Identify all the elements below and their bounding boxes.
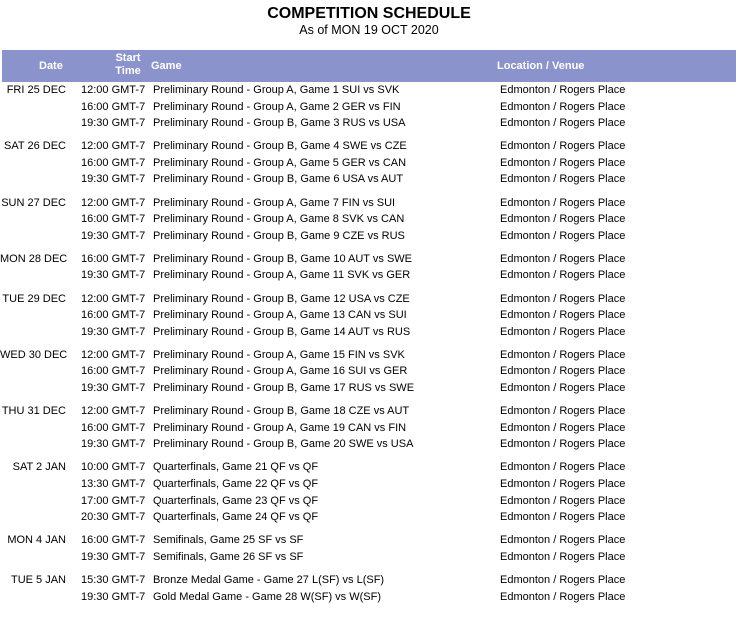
- table-row: [0, 82, 738, 99]
- game-name: Preliminary Round - Group B, Game 3 RUS vs USA: [153, 117, 406, 130]
- start-time: 20:30 GMT-7: [81, 511, 146, 524]
- table-row: [0, 291, 738, 308]
- game-name: Preliminary Round - Group A, Game 13 CAN vs SUI: [153, 309, 407, 322]
- day-date: SAT 2 JAN: [12, 461, 66, 474]
- start-time: 12:00 GMT-7: [81, 292, 146, 305]
- day-group: [0, 572, 738, 612]
- location-venue: Edmonton / Rogers Place: [500, 140, 626, 153]
- table-row: [0, 436, 738, 453]
- table-row: [0, 532, 738, 549]
- game-name: Preliminary Round - Group A, Game 11 SVK vs GER: [153, 269, 411, 282]
- day-date: MON 4 JAN: [7, 534, 66, 547]
- location-venue: Edmonton / Rogers Place: [500, 173, 626, 186]
- game-name: Preliminary Round - Group B, Game 4 SWE vs CZE: [153, 140, 407, 153]
- location-venue: Edmonton / Rogers Place: [500, 156, 626, 169]
- table-row: [0, 363, 738, 380]
- day-group: [0, 403, 738, 459]
- start-time: 15:30 GMT-7: [81, 573, 146, 586]
- start-time: 19:30 GMT-7: [81, 550, 146, 563]
- game-name: Preliminary Round - Group B, Game 18 CZE vs AUT: [153, 405, 410, 418]
- game-name: Preliminary Round - Group A, Game 1 SUI vs SVK: [153, 84, 400, 96]
- table-header: [2, 50, 736, 82]
- column-header-location: Location / Venue: [497, 60, 585, 72]
- day-date: SAT 26 DEC: [4, 140, 66, 153]
- location-venue: Edmonton / Rogers Place: [500, 269, 626, 282]
- location-venue: Edmonton / Rogers Place: [500, 292, 626, 305]
- game-name: Quarterfinals, Game 23 QF vs QF: [153, 494, 319, 507]
- table-row: [0, 476, 738, 493]
- table-row: [0, 211, 738, 228]
- day-group: [0, 291, 738, 347]
- page-subtitle: As of MON 19 OCT 2020: [299, 23, 439, 37]
- table-row: [0, 549, 738, 566]
- location-venue: Edmonton / Rogers Place: [500, 511, 626, 524]
- day-date: MON 28 DEC: [0, 252, 68, 265]
- location-venue: Edmonton / Rogers Place: [500, 365, 626, 378]
- game-name: Preliminary Round - Group B, Game 14 AUT vs RUS: [153, 325, 411, 338]
- game-name: Preliminary Round - Group B, Game 9 CZE vs RUS: [153, 229, 405, 242]
- location-venue: Edmonton / Rogers Place: [500, 382, 626, 394]
- game-name: Preliminary Round - Group B, Game 17 RUS vs SWE: [153, 382, 415, 394]
- start-time: 16:00 GMT-7: [81, 309, 146, 322]
- game-name: Preliminary Round - Group B, Game 10 AUT vs SWE: [153, 252, 412, 265]
- start-time: 12:00 GMT-7: [81, 196, 146, 209]
- table-row: [0, 403, 738, 420]
- table-row: [0, 509, 738, 526]
- location-venue: Edmonton / Rogers Place: [500, 117, 626, 130]
- game-name: Preliminary Round - Group A, Game 8 SVK vs CAN: [153, 213, 405, 226]
- table-row: [0, 324, 738, 341]
- table-row: [0, 251, 738, 268]
- start-time: 12:00 GMT-7: [81, 84, 146, 96]
- game-name: Preliminary Round - Group B, Game 20 SWE vs USA: [153, 438, 414, 451]
- start-time: 19:30 GMT-7: [81, 325, 146, 338]
- start-time: 12:00 GMT-7: [81, 140, 146, 153]
- day-group: [0, 347, 738, 403]
- start-time: 10:00 GMT-7: [81, 461, 146, 474]
- column-header-start-time: Start Time: [115, 52, 141, 77]
- location-venue: Edmonton / Rogers Place: [500, 100, 626, 113]
- table-row: [0, 380, 738, 397]
- game-name: Quarterfinals, Game 24 QF vs QF: [153, 511, 319, 524]
- game-name: Quarterfinals, Game 22 QF vs QF: [153, 477, 319, 490]
- game-name: Preliminary Round - Group A, Game 15 FIN vs SVK: [153, 348, 405, 361]
- start-time: 19:30 GMT-7: [81, 117, 146, 130]
- day-date: TUE 29 DEC: [2, 292, 66, 305]
- location-venue: Edmonton / Rogers Place: [500, 438, 626, 451]
- location-venue: Edmonton / Rogers Place: [500, 229, 626, 242]
- location-venue: Edmonton / Rogers Place: [500, 550, 626, 563]
- day-group: [0, 251, 738, 291]
- location-venue: Edmonton / Rogers Place: [500, 405, 626, 418]
- location-venue: Edmonton / Rogers Place: [500, 590, 626, 603]
- start-time: 16:00 GMT-7: [81, 156, 146, 169]
- start-time: 16:00 GMT-7: [81, 534, 146, 547]
- table-row: [0, 267, 738, 284]
- location-venue: Edmonton / Rogers Place: [500, 252, 626, 265]
- location-venue: Edmonton / Rogers Place: [500, 84, 626, 96]
- game-name: Preliminary Round - Group A, Game 5 GER vs CAN: [153, 156, 407, 169]
- game-name: Preliminary Round - Group A, Game 16 SUI vs GER: [153, 365, 408, 378]
- table-row: [0, 459, 738, 476]
- game-name: Gold Medal Game - Game 28 W(SF) vs W(SF): [153, 590, 381, 603]
- location-venue: Edmonton / Rogers Place: [500, 348, 626, 361]
- start-time: 16:00 GMT-7: [81, 421, 146, 434]
- game-name: Preliminary Round - Group B, Game 6 USA vs AUT: [153, 173, 404, 186]
- day-date: SUN 27 DEC: [1, 196, 66, 209]
- start-time: 19:30 GMT-7: [81, 590, 146, 603]
- day-group: [0, 532, 738, 572]
- game-name: Bronze Medal Game - Game 27 L(SF) vs L(SF): [153, 573, 385, 586]
- table-row: [0, 572, 738, 589]
- day-date: FRI 25 DEC: [6, 84, 66, 96]
- page-title: COMPETITION SCHEDULE: [267, 5, 471, 22]
- game-name: Preliminary Round - Group A, Game 2 GER vs FIN: [153, 100, 401, 113]
- start-time: 19:30 GMT-7: [81, 173, 146, 186]
- column-header-game: Game: [151, 60, 182, 72]
- day-group: [0, 459, 738, 532]
- day-group: [0, 195, 738, 251]
- table-row: [0, 115, 738, 132]
- location-venue: Edmonton / Rogers Place: [500, 213, 626, 226]
- table-row: [0, 138, 738, 155]
- table-row: [0, 195, 738, 212]
- start-time: 16:00 GMT-7: [81, 213, 146, 226]
- start-time: 12:00 GMT-7: [81, 405, 146, 418]
- day-date: WED 30 DEC: [0, 348, 68, 361]
- start-time: 13:30 GMT-7: [81, 477, 146, 490]
- start-time: 16:00 GMT-7: [81, 365, 146, 378]
- day-group: [0, 82, 738, 138]
- game-name: Quarterfinals, Game 21 QF vs QF: [153, 461, 319, 474]
- table-row: [0, 228, 738, 245]
- table-row: [0, 420, 738, 437]
- game-name: Semifinals, Game 25 SF vs SF: [153, 534, 304, 547]
- game-name: Semifinals, Game 26 SF vs SF: [153, 550, 304, 563]
- location-venue: Edmonton / Rogers Place: [500, 573, 626, 586]
- location-venue: Edmonton / Rogers Place: [500, 309, 626, 322]
- day-date: THU 31 DEC: [1, 405, 66, 418]
- location-venue: Edmonton / Rogers Place: [500, 494, 626, 507]
- location-venue: Edmonton / Rogers Place: [500, 196, 626, 209]
- game-name: Preliminary Round - Group B, Game 12 USA vs CZE: [153, 292, 410, 305]
- start-time: 19:30 GMT-7: [81, 229, 146, 242]
- table-row: [0, 307, 738, 324]
- table-row: [0, 99, 738, 116]
- table-row: [0, 171, 738, 188]
- day-date: TUE 5 JAN: [10, 573, 66, 586]
- game-name: Preliminary Round - Group A, Game 19 CAN vs FIN: [153, 421, 407, 434]
- start-time: 19:30 GMT-7: [81, 269, 146, 282]
- schedule-table-body: [0, 82, 738, 612]
- table-row: [0, 589, 738, 606]
- game-name: Preliminary Round - Group A, Game 7 FIN vs SUI: [153, 196, 396, 209]
- day-group: [0, 138, 738, 194]
- table-row: [0, 155, 738, 172]
- table-row: [0, 493, 738, 510]
- start-time: 16:00 GMT-7: [81, 252, 146, 265]
- start-time: 16:00 GMT-7: [81, 100, 146, 113]
- location-venue: Edmonton / Rogers Place: [500, 477, 626, 490]
- table-row: [0, 347, 738, 364]
- column-header-date: Date: [39, 60, 63, 72]
- location-venue: Edmonton / Rogers Place: [500, 534, 626, 547]
- start-time: 19:30 GMT-7: [81, 438, 146, 451]
- start-time: 19:30 GMT-7: [81, 382, 146, 394]
- location-venue: Edmonton / Rogers Place: [500, 325, 626, 338]
- location-venue: Edmonton / Rogers Place: [500, 421, 626, 434]
- start-time: 12:00 GMT-7: [81, 348, 146, 361]
- start-time: 17:00 GMT-7: [81, 494, 146, 507]
- location-venue: Edmonton / Rogers Place: [500, 461, 626, 474]
